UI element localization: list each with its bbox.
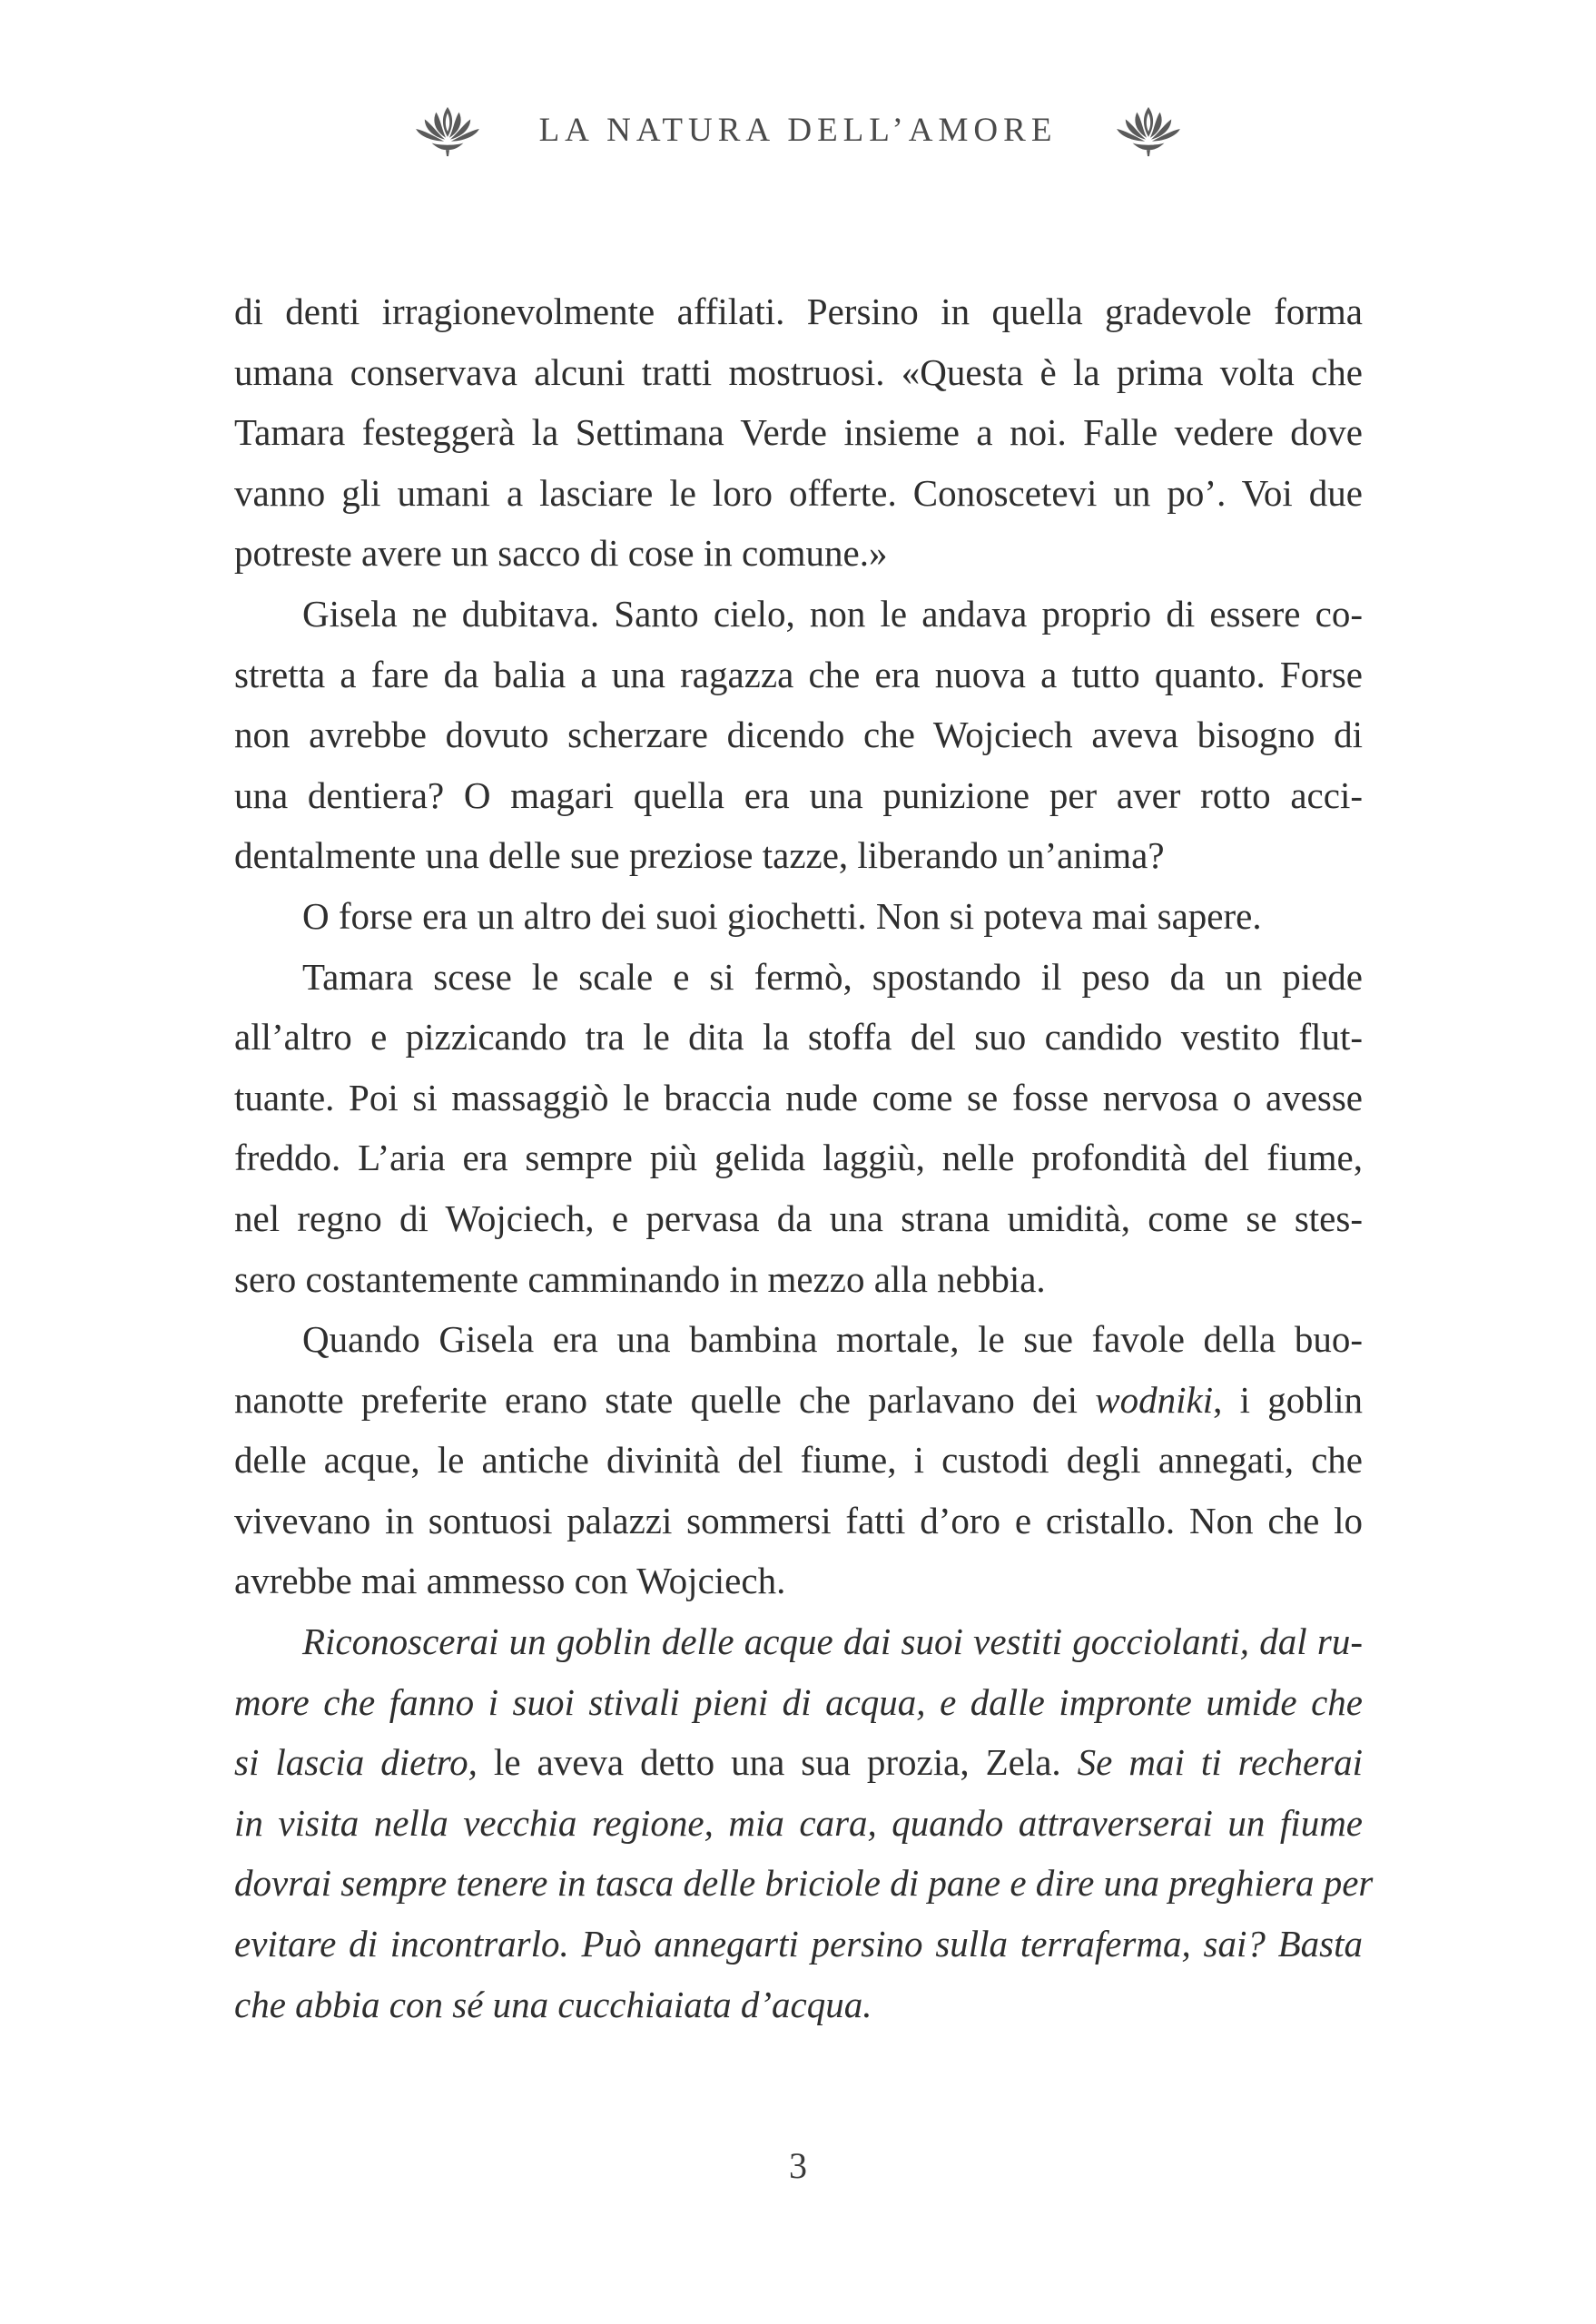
text-line [234, 281, 1363, 342]
text-line [234, 1672, 1363, 1733]
italic-text: evitare di incontrarlo. Può annegarti persino sulla terraferma, sai? Basta [234, 1923, 1363, 1965]
text-line [234, 1128, 1363, 1188]
text-run: umana conservava alcuni tratti mostruosi. «Questa è la prima volta che [234, 350, 1363, 393]
text-run: non avrebbe dovuto scherzare dicendo che Wojciech aveva bisogno di [234, 714, 1363, 756]
paragraph [234, 1309, 1363, 1611]
italic-text: che abbia con sé una cucchiaiata d’acqua. [234, 1983, 872, 2025]
paragraph [234, 947, 1363, 1310]
text-run: delle acque, le antiche divinità del fiume, i custodi degli annegati, che [234, 1439, 1363, 1482]
running-header-title: LA NATURA DELL’AMORE [538, 111, 1058, 149]
text-line [234, 1853, 1374, 1914]
text-line [234, 765, 1363, 826]
text-run: Tamara festeggerà la Settimana Verde insieme a noi. Falle vedere dove [234, 411, 1363, 454]
text-run: vivevano in sontuosi palazzi sommersi fatti d’oro e cristallo. Non che lo [234, 1499, 1363, 1541]
text-run: O forse era un altro dei suoi giochetti. Non si poteva mai sapere. [302, 894, 1262, 937]
text-run: Quando Gisela era una bambina mortale, le sue favole della buo- [302, 1318, 1363, 1361]
text-line [234, 1793, 1363, 1854]
text-run: nanotte preferite erano state quelle che parlavano dei [234, 1378, 1096, 1421]
text-line [234, 1974, 1363, 2035]
text-line [234, 645, 1363, 705]
paragraph [234, 584, 1363, 886]
italic-text: si lascia dietro, [234, 1741, 478, 1784]
text-run: , i goblin [1213, 1378, 1363, 1421]
body-text [234, 281, 1374, 2034]
italic-text: Se mai ti recherai [1077, 1741, 1363, 1784]
text-line [234, 1430, 1363, 1491]
text-run: tuante. Poi si massaggiò le braccia nude come se fosse nervosa o avesse [234, 1076, 1363, 1118]
text-line [234, 1914, 1363, 1974]
paragraph [234, 886, 1363, 947]
text-line [234, 886, 1363, 947]
text-line [234, 1188, 1363, 1249]
italic-text: wodniki [1095, 1378, 1214, 1421]
paragraph [234, 1611, 1374, 2034]
text-line [234, 1068, 1363, 1128]
text-line [234, 825, 1363, 886]
text-run: le aveva detto una sua prozia, Zela. [477, 1741, 1078, 1784]
text-line [234, 1732, 1363, 1793]
text-run: nel regno di Wojciech, e pervasa da una strana umidità, come se stes- [234, 1196, 1363, 1239]
page-number: 3 [789, 2145, 807, 2186]
running-header [0, 98, 1596, 162]
text-line [234, 402, 1363, 463]
text-line [234, 463, 1363, 524]
text-run: potreste avere un sacco di cose in comune.» [234, 532, 888, 575]
lotus-icon [412, 102, 483, 158]
text-run: una dentiera? O magari quella era una punizione per aver rotto acci- [234, 773, 1363, 816]
text-line [234, 947, 1363, 1008]
text-line [234, 1370, 1363, 1431]
text-run: avrebbe mai ammesso con Wojciech. [234, 1560, 786, 1602]
text-run: sero costantemente camminando in mezzo alla nebbia. [234, 1257, 1046, 1300]
text-run: di denti irragionevolmente affilati. Persino in quella gradevole forma [234, 290, 1363, 332]
text-line [234, 1611, 1363, 1672]
text-run: freddo. L’aria era sempre più gelida laggiù, nelle profondità del fiume, [234, 1137, 1363, 1179]
italic-text: in visita nella vecchia regione, mia cara, quando attraverserai un fiume [234, 1801, 1363, 1844]
text-line [234, 584, 1363, 645]
paragraph [234, 281, 1363, 584]
text-line [234, 1309, 1363, 1370]
text-run: all’altro e pizzicando tra le dita la stoffa del suo candido vestito flut- [234, 1016, 1363, 1059]
italic-text: Riconoscerai un goblin delle acque dai suoi vestiti gocciolanti, dal ru- [302, 1620, 1363, 1663]
text-line [234, 1551, 1363, 1611]
text-line [234, 523, 1363, 584]
text-run: Gisela ne dubitava. Santo cielo, non le andava proprio di essere co- [302, 592, 1363, 635]
italic-text: dovrai sempre tenere in tasca delle briciole di pane e dire una preghiera per [234, 1862, 1374, 1905]
text-line [234, 1491, 1363, 1551]
text-run: stretta a fare da balia a una ragazza che era nuova a tutto quanto. Forse [234, 653, 1363, 695]
text-run: Tamara scese le scale e si fermò, spostando il peso da un piede [302, 955, 1363, 998]
text-line [234, 342, 1363, 403]
text-line [234, 1249, 1363, 1310]
lotus-icon [1113, 102, 1184, 158]
italic-text: more che fanno i suoi stivali pieni di acqua, e dalle impronte umide che [234, 1680, 1363, 1723]
text-run: dentalmente una delle sue preziose tazze, liberando un’anima? [234, 834, 1165, 877]
text-run: vanno gli umani a lasciare le loro offerte. Conoscetevi un po’. Voi due [234, 471, 1363, 514]
text-line [234, 704, 1363, 765]
text-line [234, 1007, 1363, 1068]
